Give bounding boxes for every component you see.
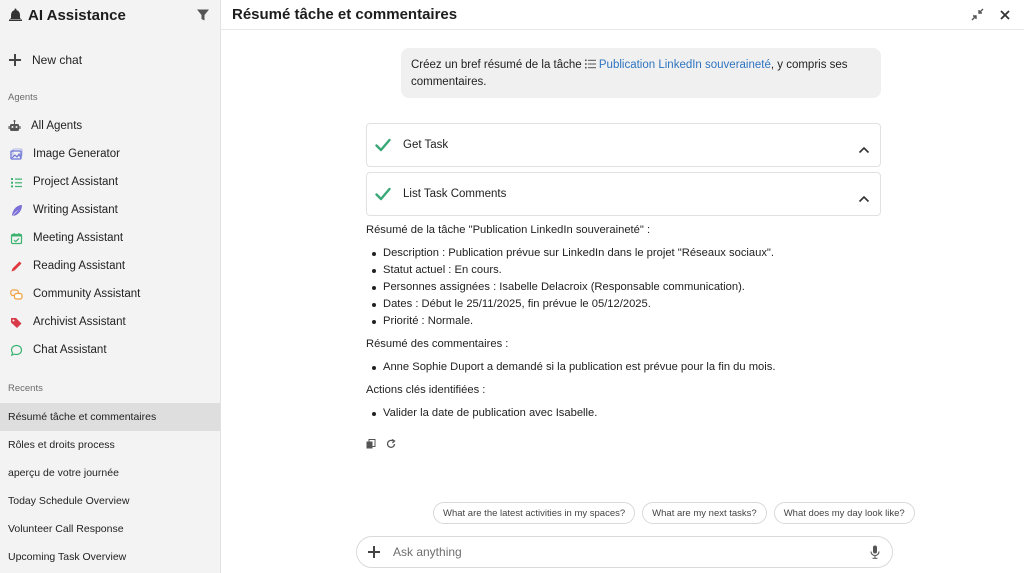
collapse-icon[interactable]: [970, 8, 984, 22]
user-message-bubble: [401, 48, 881, 98]
user-message-text: Créez un bref résumé de la tâche: [411, 59, 582, 71]
comments-list: [366, 359, 886, 376]
tool-call-list-task-comments[interactable]: [366, 172, 881, 216]
recent-item-today-schedule[interactable]: Today Schedule Overview: [8, 495, 130, 507]
chat-bubbles-icon: [10, 288, 23, 301]
chevron-up-icon[interactable]: [858, 141, 870, 149]
page-title: Résumé tâche et commentaires: [232, 6, 458, 23]
agent-label: All Agents: [31, 120, 83, 132]
list-item: Dates : Début le 25/11/2025, fin prévue le 05/12/2025.: [366, 296, 886, 313]
list-item: Statut actuel : En cours.: [366, 262, 886, 279]
recents-section-label: Recents: [8, 383, 43, 394]
calendar-icon: [10, 232, 23, 245]
chat-header: [221, 0, 1024, 30]
answer-intro: Résumé de la tâche "Publication LinkedIn souveraineté" :: [366, 224, 651, 236]
app-title: AI Assistance: [28, 6, 126, 24]
agent-item-project-assistant[interactable]: [10, 174, 118, 190]
message-composer: [356, 536, 893, 568]
tool-name: Get Task: [403, 139, 449, 151]
actions-list: [366, 405, 886, 422]
agent-label: Community Assistant: [33, 288, 141, 300]
task-details-list: [366, 245, 886, 330]
agent-item-writing-assistant[interactable]: [10, 202, 118, 218]
check-icon: [375, 187, 391, 201]
actions-heading: Actions clés identifiées :: [366, 384, 486, 396]
agent-label: Archivist Assistant: [33, 316, 126, 328]
recent-item-apercu-journee[interactable]: aperçu de votre journée: [8, 467, 119, 479]
feather-icon: [10, 204, 23, 217]
filter-icon[interactable]: [196, 8, 210, 22]
tool-name: List Task Comments: [403, 188, 507, 200]
recent-item-resume-tache[interactable]: Résumé tâche et commentaires: [0, 403, 221, 431]
chat-panel: [221, 0, 1024, 573]
new-chat-button[interactable]: [8, 53, 82, 67]
list-item: Description : Publication prévue sur LinkedIn dans le projet "Réseaux sociaux".: [366, 245, 886, 262]
list-item: Priorité : Normale.: [366, 313, 886, 330]
image-icon: [10, 148, 23, 161]
suggestion-chips: [433, 502, 922, 524]
tags-icon: [10, 316, 23, 329]
chevron-up-icon[interactable]: [858, 190, 870, 198]
plus-icon: [8, 53, 22, 67]
agent-item-archivist-assistant[interactable]: [10, 314, 126, 330]
copy-icon[interactable]: [366, 436, 376, 446]
agent-label: Chat Assistant: [33, 344, 107, 356]
tool-call-get-task[interactable]: [366, 123, 881, 167]
ask-input[interactable]: [393, 545, 870, 559]
agents-section-label: Agents: [8, 92, 38, 103]
microphone-icon[interactable]: [870, 545, 880, 559]
suggestion-chip[interactable]: What are the latest activities in my spaces?: [433, 502, 635, 524]
regenerate-icon[interactable]: [386, 436, 396, 446]
close-icon[interactable]: [998, 8, 1012, 22]
list-item: Valider la date de publication avec Isabelle.: [366, 405, 886, 422]
agent-item-meeting-assistant[interactable]: [10, 230, 123, 246]
answer-actions: [366, 436, 406, 446]
agent-item-image-generator[interactable]: [10, 146, 120, 162]
list-item: Anne Sophie Duport a demandé si la publication est prévue pour la fin du mois.: [366, 359, 886, 376]
agent-label: Project Assistant: [33, 176, 119, 188]
suggestion-chip[interactable]: What does my day look like?: [774, 502, 915, 524]
sidebar: [0, 0, 221, 573]
check-icon: [375, 138, 391, 152]
agent-item-all-agents[interactable]: [8, 118, 82, 134]
agent-item-community-assistant[interactable]: [10, 286, 140, 302]
bell-logo-icon: [8, 8, 23, 23]
robot-icon: [8, 120, 21, 133]
recent-item-volunteer-call[interactable]: Volunteer Call Response: [8, 523, 124, 535]
agent-label: Meeting Assistant: [33, 232, 124, 244]
agent-label: Writing Assistant: [33, 204, 118, 216]
chat-bubble-icon: [10, 344, 23, 357]
pen-icon: [10, 260, 23, 273]
sidebar-header: [0, 0, 220, 30]
task-list-icon: [585, 58, 596, 68]
checklist-icon: [10, 176, 23, 189]
recent-item-upcoming-task[interactable]: Upcoming Task Overview: [8, 551, 127, 563]
recent-item-roles-droits[interactable]: Rôles et droits process: [8, 439, 115, 451]
agent-item-reading-assistant[interactable]: [10, 258, 125, 274]
suggestion-chip[interactable]: What are my next tasks?: [642, 502, 767, 524]
agent-label: Reading Assistant: [33, 260, 126, 272]
agent-label: Image Generator: [33, 148, 120, 160]
agent-item-chat-assistant[interactable]: [10, 342, 107, 358]
user-message-text-after: , y compris ses commentaires.: [411, 59, 848, 88]
task-link[interactable]: Publication LinkedIn souveraineté: [598, 59, 771, 71]
comments-heading: Résumé des commentaires :: [366, 338, 509, 350]
attach-plus-icon[interactable]: [367, 545, 381, 559]
assistant-answer: [366, 222, 886, 428]
list-item: Personnes assignées : Isabelle Delacroix (Responsable communication).: [366, 279, 886, 296]
new-chat-label: New chat: [32, 53, 83, 67]
